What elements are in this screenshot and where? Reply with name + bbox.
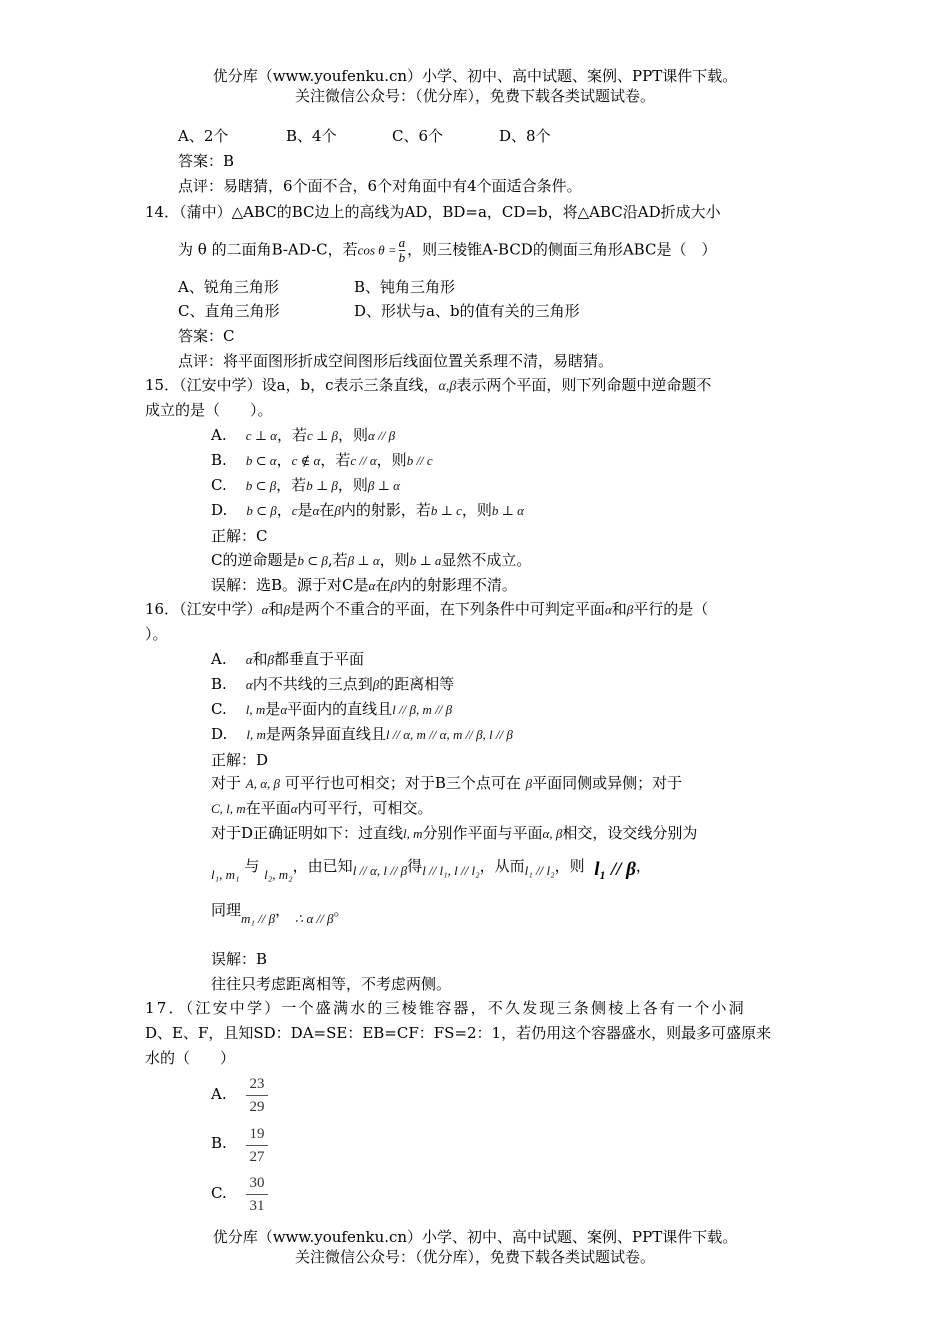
q15-a-text-1: ，若 xyxy=(277,426,308,444)
q17-c-denominator: 31 xyxy=(249,1198,265,1214)
q15-a-text-2: ，则 xyxy=(338,426,369,444)
q16-a-math-2: β xyxy=(267,652,275,667)
q16-option-d xyxy=(211,724,513,745)
q16-explanation-line-5 xyxy=(211,900,349,926)
q14-option-d: D、形状与a、b的值有关的三角形 xyxy=(354,302,580,320)
q16-text-a: 16．（江安中学） xyxy=(145,600,262,618)
q16-text-4: 平行的是（ xyxy=(633,600,709,618)
q13-option-b: B、4个 xyxy=(286,127,337,145)
q15-d-text-3: 在 xyxy=(319,501,335,519)
q15-text-b: 表示两个平面，则下列命题中逆命题不 xyxy=(456,376,712,394)
q16-e4-math-3: l // α, l // β xyxy=(352,863,408,878)
q15-exp-math-3: b ⊥ a xyxy=(409,553,442,568)
footer-line-2: 关注微信公众号：（优分库），免费下载各类试题试卷。 xyxy=(294,1248,655,1266)
q14-option-a: A、锐角三角形 xyxy=(178,278,279,296)
q16-b-text-2: 的距离相等 xyxy=(379,675,455,693)
q16-e4-math-1: l₁, m₁ xyxy=(211,867,240,882)
q15-option-d xyxy=(211,500,524,521)
q15-b-math-4: b // c xyxy=(406,453,433,468)
q15-d-text-2: 是 xyxy=(297,501,313,519)
header-line-1: 优分库（www.youfenku.cn）小学、初中、高中试题、案例、PPT课件下载。 xyxy=(212,67,738,85)
q16-d-math-2: l // α, m // α, m // β, l // β xyxy=(385,727,513,742)
q16-e4-text-5: ，则 xyxy=(554,857,585,875)
q16-c-math-1: l, m xyxy=(245,702,266,717)
q16-explanation-line-1 xyxy=(211,773,682,794)
q16-d-math-1: l, m xyxy=(246,727,266,742)
q16-math-4: β xyxy=(626,602,634,617)
q16-e2-text-2: 内可平行，可相交。 xyxy=(297,799,433,817)
q16-stem-line-1 xyxy=(145,599,708,620)
q16-explanation-line-2 xyxy=(211,798,433,819)
q15-wrong-text-3: 内的射影理不清。 xyxy=(396,576,517,594)
q16-d-text-1: 是两条异面直线且 xyxy=(265,725,386,743)
q15-wrong-text-2: 在 xyxy=(375,576,391,594)
q15-wrong-text-1: 误解：选B。源于对C是 xyxy=(211,576,369,594)
q15-a-math-2: c ⊥ β xyxy=(307,428,339,443)
q13-comment: 点评：易瞎猜，6个面不合，6个对角面中有4个面适合条件。 xyxy=(178,177,582,195)
q15-wrong-answer xyxy=(211,575,517,596)
q16-c-label: C. xyxy=(211,700,227,718)
q16-a-text-1: 和 xyxy=(252,650,268,668)
q15-c-math-2: b ⊥ β xyxy=(306,478,338,493)
q16-e3-math-1: l, m xyxy=(403,826,423,841)
q16-wrong-answer: 误解：B xyxy=(211,950,268,968)
q15-d-text-5: ，则 xyxy=(461,501,492,519)
q15-wrong-math-2: β xyxy=(390,578,397,593)
q16-e3-math-2: α, β xyxy=(542,826,563,841)
q17-a-fraction-bar xyxy=(246,1095,268,1096)
q17-b-fraction-bar xyxy=(246,1145,268,1146)
q15-d-math-6: b ⊥ α xyxy=(491,503,524,518)
q15-a-math-1: c ⊥ α xyxy=(245,428,278,443)
q16-c-math-3: l // β, m // β xyxy=(392,702,453,717)
q17-option-b-fraction xyxy=(246,1124,268,1167)
q16-e1-text-3: 平面同侧或异侧；对于 xyxy=(532,774,683,792)
q17-c-numerator: 30 xyxy=(249,1175,265,1191)
q16-correct-answer: 正解：D xyxy=(211,751,269,769)
q16-b-text-1: 内不共线的三点到 xyxy=(252,675,373,693)
q16-math-3: α xyxy=(604,602,612,617)
q16-e2-math-1: C, l, m xyxy=(211,801,246,816)
q14-fraction-a-over-b xyxy=(399,236,406,265)
q16-e2-math-2: α xyxy=(290,801,298,816)
q16-e1-math-1: A, α, β xyxy=(245,776,281,791)
q17-option-a-label: A. xyxy=(211,1085,227,1103)
q15-d-math-2: c xyxy=(291,503,298,518)
q16-e5-text-2: ， xyxy=(275,901,291,919)
q17-option-a-fraction xyxy=(246,1074,268,1117)
q16-b-math-1: α xyxy=(245,677,253,692)
q17-stem-line-3: 水的（ ） xyxy=(145,1049,236,1067)
q16-e4-bold-math: l₁ // β xyxy=(594,859,636,880)
q16-a-text-2: 都垂直于平面 xyxy=(274,650,365,668)
q16-d-label: D. xyxy=(211,725,228,743)
q15-d-math-4: β xyxy=(334,503,341,518)
q16-explanation-line-3 xyxy=(211,823,697,844)
q16-e4-text-3: 得 xyxy=(407,857,423,875)
q15-b-text-2: ，若 xyxy=(320,451,351,469)
q16-e1-math-2: β xyxy=(525,776,533,791)
q14-text-a: 为 θ 的二面角B-AD-C，若 xyxy=(178,240,358,259)
q14-frac-num: a xyxy=(398,235,406,250)
q16-e4-math-4: l // l₁, l // l₂ xyxy=(422,863,480,878)
q15-c-math-1: b ⊂ β xyxy=(245,478,277,493)
q16-stem-line-2: ）。 xyxy=(145,625,168,643)
q15-b-math-1: b ⊂ α xyxy=(245,453,277,468)
q16-e3-text-2: 分别作平面与平面 xyxy=(422,824,543,842)
q17-a-denominator: 29 xyxy=(249,1099,265,1115)
q15-d-math-3: α xyxy=(312,503,320,518)
q17-option-c-label: C. xyxy=(211,1184,227,1202)
q15-stem-line-1 xyxy=(145,375,711,397)
q16-text-3: 和 xyxy=(611,600,627,618)
q15-option-a xyxy=(211,425,395,446)
q16-e4-text-6: ， xyxy=(635,857,651,875)
q16-e3-text-1: 对于D正确证明如下：过直线 xyxy=(211,824,404,842)
q16-e4-text-4: ，从而 xyxy=(479,857,525,875)
q13-option-d: D、8个 xyxy=(499,127,551,145)
q15-c-text-2: ，则 xyxy=(337,476,368,494)
q15-a-math-3: α // β xyxy=(368,428,396,443)
q14-text-b: ，则三棱锥A-BCD的侧面三角形ABC是（ ） xyxy=(407,240,717,259)
q14-frac-den: b xyxy=(398,250,406,265)
q15-b-text-1: ， xyxy=(276,451,292,469)
q14-option-b: B、钝角三角形 xyxy=(354,278,456,296)
q15-d-label: D. xyxy=(211,501,228,519)
q15-exp-text-3: ，则 xyxy=(379,551,410,569)
q16-a-math-1: α xyxy=(245,652,253,667)
q14-option-c: C、直角三角形 xyxy=(178,302,280,320)
q17-a-numerator: 23 xyxy=(249,1076,265,1092)
q14-stem-line-2 xyxy=(178,236,716,265)
q17-stem-line-2: D、E、F，且知SD：DA=SE：EB=CF：FS=2：1，若仍用这个容器盛水，则最多可盛原来 xyxy=(145,1024,772,1042)
q16-e1-text-2: 可平行也可相交；对于B三个点可在 xyxy=(284,774,521,792)
q16-e5-text-3: 。 xyxy=(333,901,349,919)
q15-d-math-5: b ⊥ c xyxy=(430,503,462,518)
q15-option-b xyxy=(211,450,433,471)
q16-e5-text-1: 同理 xyxy=(211,901,242,919)
footer-line-1: 优分库（www.youfenku.cn）小学、初中、高中试题、案例、PPT课件下载。 xyxy=(212,1228,738,1246)
q15-exp-text-1: C的逆命题是 xyxy=(211,551,298,569)
q16-e5-math-2: ∴ α // β xyxy=(294,911,334,926)
q17-c-fraction-bar xyxy=(246,1194,268,1195)
q16-e4-text-2: ，由已知 xyxy=(292,857,353,875)
q15-a-label: A. xyxy=(211,426,227,444)
q16-text-2: 是两个不重合的平面，在下列条件中可判定平面 xyxy=(289,600,605,618)
q15-d-text-4: 内的射影，若 xyxy=(340,501,431,519)
q16-c-math-2: α xyxy=(280,702,288,717)
q15-b-text-3: ，则 xyxy=(376,451,407,469)
q16-explanation-line-4 xyxy=(211,856,651,882)
q16-option-c xyxy=(211,699,452,720)
q16-e4-math-5: l₁ // l₂ xyxy=(524,863,555,878)
q16-math-1: α xyxy=(261,602,269,617)
q16-e4-math-2: l₂, m₂ xyxy=(264,867,293,882)
q14-comment: 点评：将平面图形折成空间图形后线面位置关系理不清，易瞎猜。 xyxy=(178,352,614,370)
q16-wrong-explanation: 往往只考虑距离相等，不考虑两侧。 xyxy=(211,975,452,993)
q16-b-label: B. xyxy=(211,675,227,693)
q15-stem-line-2: 成立的是（ ）。 xyxy=(145,401,273,419)
q16-math-2: β xyxy=(283,602,290,617)
q14-cos-theta: cos θ = xyxy=(357,242,397,258)
q15-option-c xyxy=(211,475,400,496)
q17-b-denominator: 27 xyxy=(249,1149,265,1165)
q15-exp-math-2: β ⊥ α xyxy=(347,553,380,568)
q14-stem-line-1: 14．（蒲中）△ABC的BC边上的高线为AD，BD=a，CD=b，将△ABC沿AD折成大小 xyxy=(145,203,721,221)
q13-option-c: C、6个 xyxy=(392,127,444,145)
q13-answer: 答案：B xyxy=(178,152,235,170)
q15-b-math-3: c // α xyxy=(350,453,377,468)
q14-answer: 答案：C xyxy=(178,327,235,345)
q15-b-label: B. xyxy=(211,451,227,469)
q15-b-math-2: c ∉ α xyxy=(291,453,321,468)
q15-c-text-1: ，若 xyxy=(276,476,307,494)
q15-exp-text-2: ,若 xyxy=(327,551,348,569)
q15-correct-answer: 正解：C xyxy=(211,527,268,545)
q15-exp-math-1: b ⊂ β xyxy=(297,553,328,568)
q13-option-a: A、2个 xyxy=(178,127,229,145)
q16-b-math-2: β xyxy=(372,677,380,692)
q15-c-math-3: β ⊥ α xyxy=(367,478,400,493)
q15-c-label: C. xyxy=(211,476,227,494)
q17-b-numerator: 19 xyxy=(249,1126,265,1142)
q15-wrong-math-1: α xyxy=(368,578,376,593)
q16-e3-text-3: 相交，设交线分别为 xyxy=(562,824,698,842)
q16-option-b xyxy=(211,674,454,695)
q15-exp-text-4: 显然不成立。 xyxy=(441,551,532,569)
q15-d-text-1: ， xyxy=(276,501,292,519)
q16-c-text-2: 平面内的直线且 xyxy=(287,700,393,718)
q17-stem-line-1: 17．（江安中学）一个盛满水的三棱锥容器，不久发现三条侧棱上各有一个小洞 xyxy=(145,999,746,1017)
q15-explanation xyxy=(211,550,531,571)
q16-text-1: 和 xyxy=(268,600,284,618)
header-line-2: 关注微信公众号：（优分库），免费下载各类试题试卷。 xyxy=(294,87,655,105)
q15-d-math-1: b ⊂ β xyxy=(246,503,277,518)
q16-c-text-1: 是 xyxy=(265,700,281,718)
q17-option-b-label: B. xyxy=(211,1134,227,1152)
q17-option-c-fraction xyxy=(246,1173,268,1216)
q16-e2-text-1: 在平面 xyxy=(245,799,291,817)
q16-e5-math-1: m₁ // β xyxy=(241,911,276,926)
q16-option-a xyxy=(211,649,364,670)
q15-text-a: 15．（江安中学）设a，b，c表示三条直线， xyxy=(145,376,439,394)
q16-e4-text-1: 与 xyxy=(244,857,260,875)
q16-e1-text-1: 对于 xyxy=(211,774,242,792)
q16-a-label: A. xyxy=(211,650,227,668)
q15-math-alpha-beta: α,β xyxy=(438,379,457,394)
